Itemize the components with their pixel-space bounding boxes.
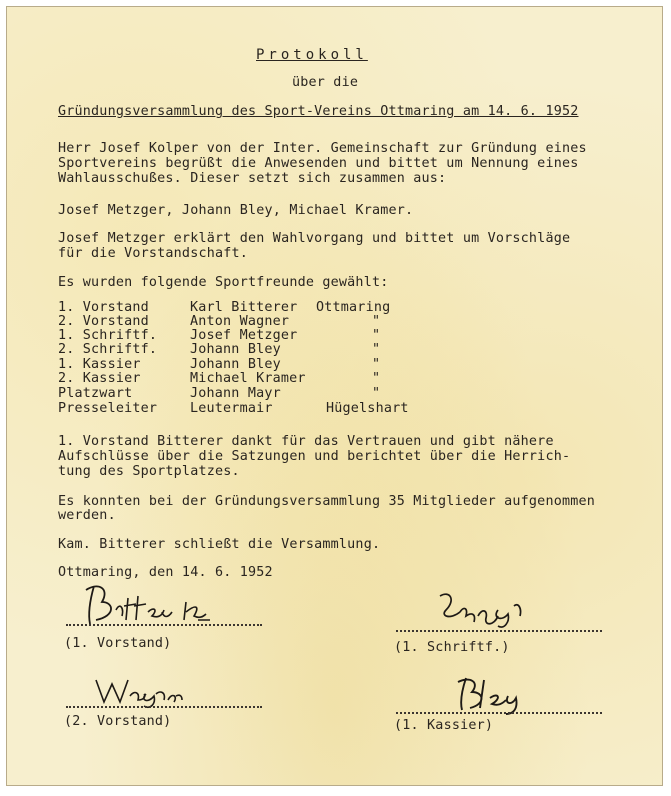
signature-line [396, 712, 602, 714]
event-heading: Gründungsversammlung des Sport-Vereins Ottmaring am 14. 6. 1952 [58, 104, 579, 119]
signature-2 [430, 586, 540, 634]
paragraph-line: werden. [58, 508, 116, 523]
officer-place: Hügelshart [326, 401, 409, 416]
paragraph-line: Herr Josef Kolper von der Inter. Gemeinschaft zur Gründung eines [58, 141, 587, 156]
officer-role: 1. Schriftf. [58, 328, 158, 343]
officer-name: Anton Wagner [190, 314, 290, 329]
signature-line [66, 624, 262, 626]
officer-name: Josef Metzger [190, 328, 298, 343]
paragraph-line: Es konnten bei der Gründungsversammlung 35 Mitglieder aufgenommen [58, 494, 596, 509]
signature-caption: (1. Kassier) [394, 718, 494, 733]
paragraph-line: Wahlausschußes. Dieser setzt sich zusammen aus: [58, 171, 447, 186]
officer-name: Karl Bitterer [190, 300, 298, 315]
officer-place: " [372, 314, 381, 329]
paragraph-line: Josef Metzger erklärt den Wahlvorgang und bittet um Vorschläge [58, 231, 571, 246]
officer-role: Presseleiter [58, 401, 158, 416]
signature-line [396, 630, 602, 632]
officer-name: Leutermair [190, 401, 273, 416]
officer-role: 2. Kassier [58, 371, 141, 386]
officer-role: 2. Vorstand [58, 314, 149, 329]
officer-place: " [372, 371, 381, 386]
document-title: Protokoll [256, 47, 368, 63]
officer-name: Johann Bley [190, 357, 281, 372]
paragraph-line: für die Vorstandschaft. [58, 246, 249, 261]
officer-name: Johann Bley [190, 342, 281, 357]
officer-name: Johann Mayr [190, 386, 281, 401]
officer-role: 2. Schriftf. [58, 342, 158, 357]
document-subtitle: über die [292, 75, 359, 90]
signature-line [66, 706, 262, 708]
officer-role: 1. Kassier [58, 357, 141, 372]
officer-role: 1. Vorstand [58, 300, 149, 315]
officer-place: " [372, 328, 381, 343]
signature-caption: (2. Vorstand) [64, 714, 172, 729]
officer-place: Ottmaring [316, 300, 391, 315]
paragraph-line: Kam. Bitterer schließt die Versammlung. [58, 537, 381, 552]
officer-place: " [372, 357, 381, 372]
paragraph-line: tung des Sportplatzes. [58, 464, 240, 479]
paragraph-line: Sportvereins begrüßt die Anwesenden und bittet um Nennung eines [58, 156, 579, 171]
signature-caption: (1. Schriftf.) [394, 640, 510, 655]
officer-role: Platzwart [58, 386, 133, 401]
signature-1 [76, 580, 226, 630]
signature-caption: (1. Vorstand) [64, 636, 172, 651]
paragraph-line: Josef Metzger, Johann Bley, Michael Kramer. [58, 203, 414, 218]
paragraph-line: Es wurden folgende Sportfreunde gewählt: [58, 275, 389, 290]
paragraph-line: Aufschlüsse über die Satzungen und berichtet über die Herrich- [58, 449, 571, 464]
officer-place: " [372, 386, 381, 401]
officer-place: " [372, 342, 381, 357]
place-date: Ottmaring, den 14. 6. 1952 [58, 565, 273, 580]
paragraph-line: 1. Vorstand Bitterer dankt für das Vertrauen und gibt nähere [58, 434, 554, 449]
officer-name: Michael Kramer [190, 371, 306, 386]
signature-4 [452, 672, 542, 716]
